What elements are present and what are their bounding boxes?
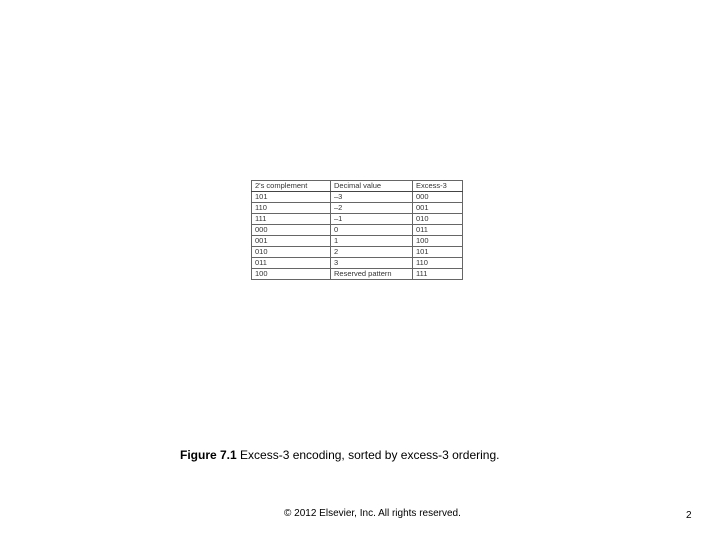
cell-excess-3: 000	[413, 192, 463, 203]
table-row	[252, 247, 463, 258]
header-excess-3: Excess-3	[413, 181, 463, 192]
cell-decimal-value: –2	[331, 203, 413, 214]
encoding-table	[251, 180, 463, 280]
cell-excess-3: 010	[413, 214, 463, 225]
header-twos-complement: 2's complement	[252, 181, 331, 192]
cell-decimal-value: –1	[331, 214, 413, 225]
table-row	[252, 203, 463, 214]
cell-excess-3: 001	[413, 203, 463, 214]
cell-excess-3: 011	[413, 225, 463, 236]
cell-excess-3: 101	[413, 247, 463, 258]
cell-excess-3: 110	[413, 258, 463, 269]
cell-excess-3: 111	[413, 269, 463, 280]
cell-twos-complement: 001	[252, 236, 331, 247]
cell-twos-complement: 100	[252, 269, 331, 280]
encoding-table-container	[251, 180, 463, 280]
cell-decimal-value: 2	[331, 247, 413, 258]
cell-twos-complement: 110	[252, 203, 331, 214]
cell-excess-3: 100	[413, 236, 463, 247]
cell-decimal-value: 1	[331, 236, 413, 247]
table-row	[252, 258, 463, 269]
table-row	[252, 214, 463, 225]
cell-twos-complement: 101	[252, 192, 331, 203]
cell-twos-complement: 010	[252, 247, 331, 258]
table-row	[252, 192, 463, 203]
figure-label: Figure 7.1	[180, 448, 237, 462]
cell-decimal-value: 0	[331, 225, 413, 236]
table-header-row	[252, 181, 463, 192]
table-row	[252, 269, 463, 280]
cell-decimal-value: Reserved pattern	[331, 269, 413, 280]
cell-twos-complement: 111	[252, 214, 331, 225]
copyright-footer: © 2012 Elsevier, Inc. All rights reserved.	[284, 508, 461, 519]
cell-decimal-value: 3	[331, 258, 413, 269]
header-decimal-value: Decimal value	[331, 181, 413, 192]
figure-caption-text: Excess-3 encoding, sorted by excess-3 ordering.	[236, 448, 500, 462]
cell-decimal-value: –3	[331, 192, 413, 203]
page-number: 2	[686, 510, 692, 521]
cell-twos-complement: 011	[252, 258, 331, 269]
table-row	[252, 225, 463, 236]
cell-twos-complement: 000	[252, 225, 331, 236]
table-row	[252, 236, 463, 247]
figure-caption	[180, 448, 500, 462]
